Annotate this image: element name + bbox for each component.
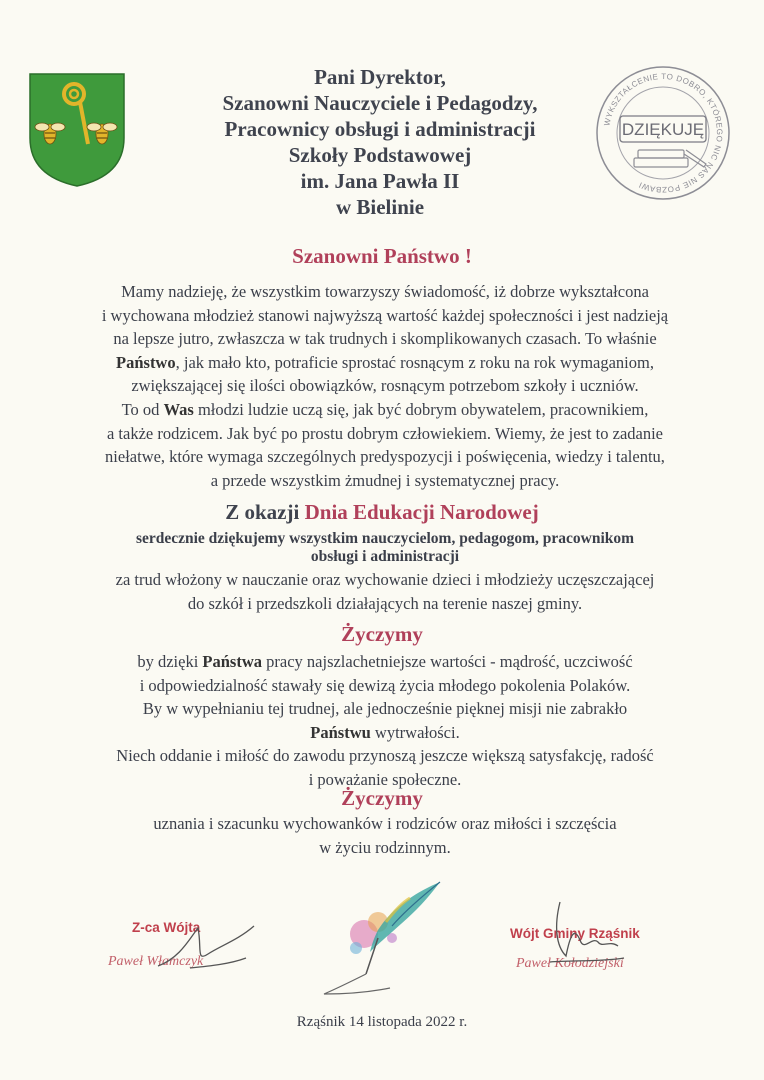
addressee-line: Szkoły Podstawowej [288, 143, 472, 167]
quill-feather-icon [320, 878, 452, 1002]
wishes-paragraph-2 [60, 812, 710, 859]
addressee-line: im. Jana Pawła II [300, 169, 460, 193]
wish-line [60, 650, 710, 674]
thanks-line: za trud włożony w nauczanie oraz wychowanie dzieci i młodzieży uczęszczającej [115, 570, 655, 589]
wish-line: i odpowiedzialność stawały się dewizą życia młodego pokolenia Polaków. [139, 675, 631, 695]
wish-text: pracy najszlachetniejsze wartości - mądrość, uczciwość [262, 652, 633, 671]
wishes-heading-1: Życzymy [341, 622, 423, 646]
intro-line: i wychowana młodzież stanowi najwyższą wartość każdej społeczności i jest nadzieją [101, 305, 669, 325]
place-and-date: Rząśnik 14 listopada 2022 r. [296, 1014, 468, 1030]
wishes-heading-2: Życzymy [341, 786, 423, 810]
wish-text: by dzięki [137, 652, 203, 671]
thanks-paragraph [60, 568, 710, 615]
right-signatory-name: Paweł Kołodziejski [516, 956, 624, 971]
addressee-block [150, 64, 610, 220]
stamp-word: DZIĘKUJĘ [621, 120, 705, 139]
thanks-bold-block [60, 530, 710, 566]
wish-line [60, 721, 710, 745]
occasion-heading [0, 500, 764, 525]
thanks-line: obsługi i administracji [310, 548, 460, 565]
greeting: Szanowni Państwo ! [292, 244, 472, 268]
wish-line: i poważanie społeczne. [308, 769, 462, 789]
right-signature-scribble [540, 896, 630, 976]
addressee-line: Pani Dyrektor, [314, 65, 446, 89]
books-icon [634, 150, 706, 167]
stamp-ring-text: WYKSZTAŁCENIE TO DOBRO, KTÓREGO NIC NAS NIE POZBAWI [602, 71, 725, 195]
emphasis: Was [163, 399, 194, 419]
wish-text: wytrwałości. [370, 722, 460, 742]
wish-line: uznania i szacunku wychowanków i rodziców oraz miłości i szczęścia [153, 814, 617, 833]
left-signatory-name: Paweł Włamczyk [108, 954, 204, 969]
thank-you-stamp [594, 64, 732, 202]
intro-line: a także rodzicem. Jak być po prostu dobrym człowiekiem. Wiemy, że jest to zadanie [106, 423, 663, 443]
holiday-name: Dnia Edukacji Narodowej [304, 500, 539, 524]
wish-line: w życiu rodzinnym. [319, 837, 451, 857]
emphasis: Państwo [116, 352, 176, 372]
intro-line: a przede wszystkim żmudnej i systematycznej pracy. [210, 470, 560, 490]
intro-line [60, 398, 710, 422]
emphasis: Państwa [202, 652, 263, 671]
addressee-line: Szanowni Nauczyciele i Pedagodzy, [222, 91, 538, 115]
thanks-line: do szkół i przedszkoli działających na terenie naszej gminy. [187, 593, 583, 613]
addressee-line: Pracownicy obsługi i administracji [224, 117, 536, 141]
emphasis: Państwu [310, 722, 371, 742]
intro-line: niełatwe, które wymaga szczególnych predyspozycji i poświęcenia, wiedzy i talentu, [105, 447, 665, 467]
intro-text: To od [121, 399, 164, 419]
intro-paragraph [60, 280, 710, 492]
left-signatory-title: Z-ca Wójta [132, 920, 201, 935]
intro-line: zwiększającej się ilości obowiązków, rosnącym potrzebom szkoły i uczniów. [131, 376, 639, 396]
intro-line: na lepsze jutro, zwłaszcza w tak trudnych i skomplikowanych czasach. To właśnie [113, 329, 657, 349]
intro-text: młodzi ludzie uczą się, jak być dobrym obywatelem, pracownikiem, [193, 399, 649, 419]
wish-line: By w wypełnianiu tej trudnej, ale jednocześnie pięknej misji nie zabrakło [142, 699, 628, 719]
intro-line: Mamy nadzieję, że wszystkim towarzyszy świadomość, iż dobrze wykształcona [121, 282, 649, 301]
right-signatory-title: Wójt Gminy Rząśnik [510, 926, 640, 941]
wish-line: Niech oddanie i miłość do zawodu przynoszą jeszcze większą satysfakcję, radość [116, 746, 654, 766]
occasion-prefix: Z okazji [225, 500, 305, 524]
thanks-line: serdecznie dziękujemy wszystkim nauczycielom, pedagogom, pracownikom [135, 530, 635, 547]
left-signature-scribble [150, 918, 260, 978]
intro-line [60, 351, 710, 375]
intro-text: , jak mało kto, potraficie sprostać rosnącym z roku na rok wymaganiom, [175, 352, 654, 372]
wishes-paragraph-1 [60, 650, 710, 792]
coat-of-arms-bees-icon [28, 72, 126, 188]
addressee-line: w Bielinie [335, 195, 425, 219]
